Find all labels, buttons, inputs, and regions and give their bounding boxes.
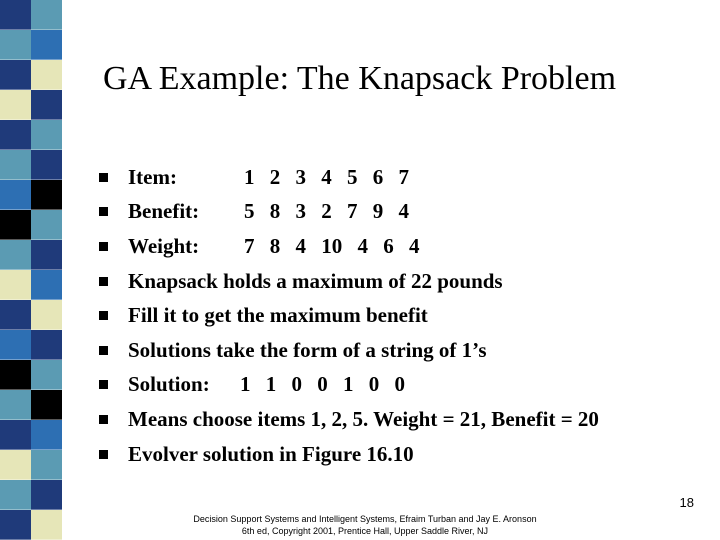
stripe-cell [31, 150, 62, 180]
bullet-solution-row [99, 368, 599, 403]
item-values: 1 2 3 4 5 6 7 [244, 164, 409, 189]
stripe-cell [31, 450, 62, 480]
stripe-cell [0, 360, 31, 390]
stripe-cell [31, 210, 62, 240]
stripe-cell [31, 360, 62, 390]
stripe-cell [0, 30, 31, 60]
capacity-text: Knapsack holds a maximum of 22 pounds [128, 268, 503, 293]
stripe-cell [0, 420, 31, 450]
stripe-cell [0, 120, 31, 150]
stripe-cell [0, 330, 31, 360]
stripe-cell [0, 240, 31, 270]
stripe-cell [31, 240, 62, 270]
bullet-goal [99, 298, 599, 333]
stripe-cell [0, 60, 31, 90]
stripe-column-right [31, 0, 62, 540]
square-bullet-icon [99, 207, 108, 216]
benefit-values: 5 8 3 2 7 9 4 [244, 199, 409, 224]
decorative-stripe [0, 0, 62, 540]
bullet-list [99, 160, 599, 471]
weight-values: 7 8 4 10 4 6 4 [244, 233, 420, 258]
bullet-benefit-row [99, 195, 599, 230]
benefit-label: Benefit: [128, 199, 200, 224]
stripe-cell [31, 30, 62, 60]
bullet-encoding [99, 333, 599, 368]
solution-values: 1 1 0 0 1 0 0 [240, 372, 405, 397]
stripe-cell [31, 0, 62, 30]
encoding-text: Solutions take the form of a string of 1’s [128, 337, 487, 362]
meaning-text: Means choose items 1, 2, 5. Weight = 21, Benefit = 20 [128, 406, 599, 431]
stripe-cell [31, 330, 62, 360]
footer-line-2: 6th ed, Copyright 2001, Prentice Hall, Upper Saddle River, NJ [241, 526, 489, 536]
stripe-cell [31, 90, 62, 120]
stripe-cell [31, 420, 62, 450]
stripe-column-left [0, 0, 31, 540]
bullet-weight-row [99, 229, 599, 264]
stripe-cell [0, 180, 31, 210]
stripe-cell [0, 450, 31, 480]
item-label: Item: [128, 164, 177, 189]
stripe-cell [0, 480, 31, 510]
stripe-cell [31, 480, 62, 510]
stripe-cell [0, 270, 31, 300]
slide-footer [160, 513, 570, 537]
goal-text: Fill it to get the maximum benefit [128, 303, 428, 328]
bullet-meaning [99, 402, 599, 437]
stripe-cell [0, 0, 31, 30]
square-bullet-icon [99, 450, 108, 459]
stripe-cell [0, 150, 31, 180]
square-bullet-icon [99, 346, 108, 355]
stripe-cell [0, 300, 31, 330]
square-bullet-icon [99, 173, 108, 182]
page-number: 18 [679, 495, 694, 510]
stripe-cell [0, 390, 31, 420]
square-bullet-icon [99, 415, 108, 424]
stripe-cell [31, 300, 62, 330]
solution-label: Solution: [128, 372, 210, 397]
footer-line-1: Decision Support Systems and Intelligent Systems, Efraim Turban and Jay E. Aronson [193, 514, 537, 524]
stripe-cell [0, 90, 31, 120]
stripe-cell [0, 510, 31, 540]
stripe-cell [31, 120, 62, 150]
square-bullet-icon [99, 277, 108, 286]
evolver-text: Evolver solution in Figure 16.10 [128, 441, 414, 466]
stripe-cell [31, 270, 62, 300]
stripe-cell [31, 180, 62, 210]
square-bullet-icon [99, 242, 108, 251]
bullet-capacity [99, 264, 599, 299]
weight-label: Weight: [128, 233, 200, 258]
stripe-cell [31, 510, 62, 540]
stripe-cell [0, 210, 31, 240]
slide-title: GA Example: The Knapsack Problem [103, 60, 617, 97]
bullet-evolver [99, 437, 599, 472]
stripe-cell [31, 390, 62, 420]
square-bullet-icon [99, 311, 108, 320]
stripe-cell [31, 60, 62, 90]
square-bullet-icon [99, 380, 108, 389]
bullet-item-row [99, 160, 599, 195]
